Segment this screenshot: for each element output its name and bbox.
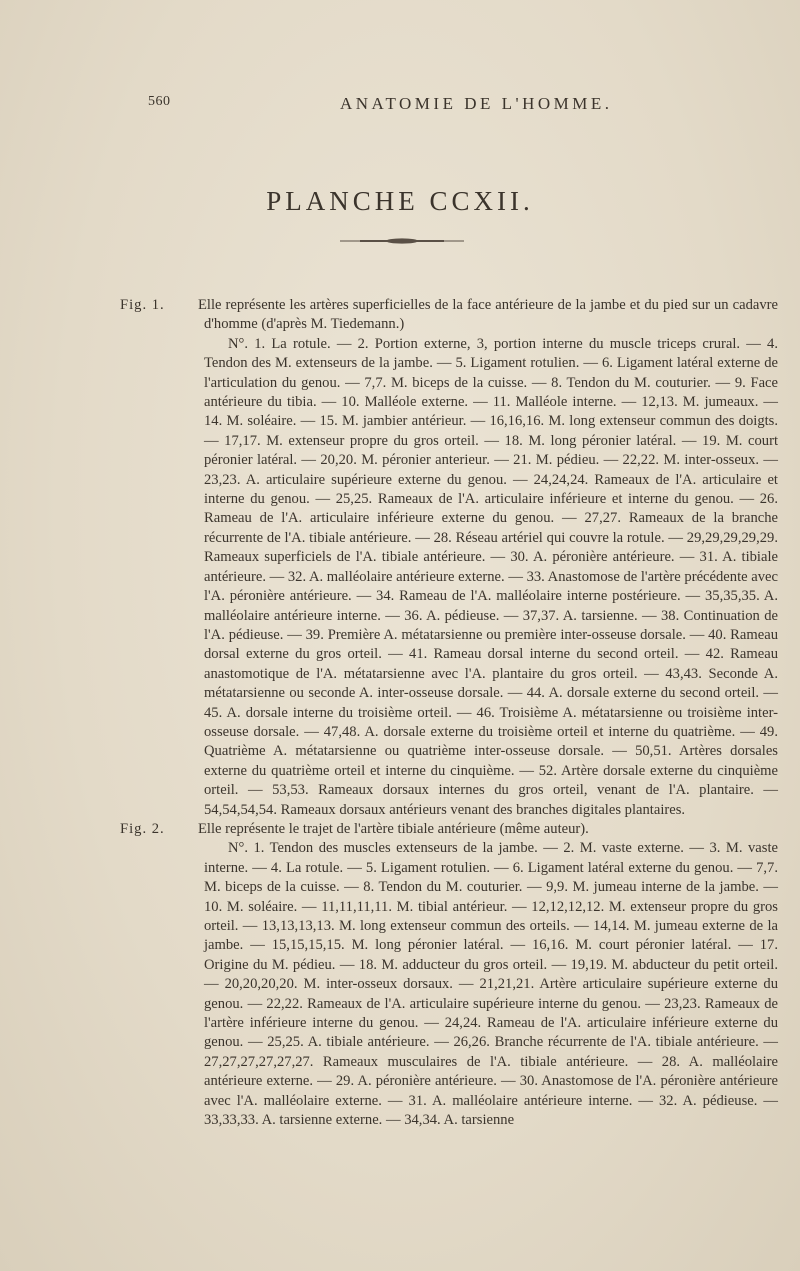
figure-2 (120, 820, 778, 1131)
figure-label: Fig. 1. (120, 297, 165, 313)
plate-legend (120, 296, 778, 1130)
book-title: ANATOMIE DE L'HOMME. (340, 94, 613, 113)
figure-items: N°. 1. Tendon des muscles extenseurs de la jambe. — 2. M. vaste externe. — 3. M. vaste interne. — 4. La rotule. — 5. Ligament rotulien. — 6. Ligament latéral externe du genou. — 7,7. M. biceps de la cuisse. — 8. Tendon du M. couturier. — 9,9. M. jumeau interne de la jambe. — 10. M. soléaire. — 11,11,11,11. M. tibial antérieur. — 12,12,12,12. M. extenseur propre du gros orteil. — 13,13,13,13. M. long extenseur commun des orteils. — 14,14. M. jumeau externe de la jambe. — 15,15,15,15. M. long péronier latéral. — 16,16. M. court péronier latéral. — 17. Origine du M. pédieu. — 18. M. adducteur du gros orteil. — 19,19. M. abducteur du petit orteil. — 20,20,20,20. M. inter-osseux dorsaux. — 21,21,21. Artère articulaire supérieure externe du genou. — 22,22. Rameaux de l'A. articulaire supérieure interne du genou. — 23,23. Rameaux de l'artère inférieure interne du genou. — 24,24. Rameau de l'A. articulaire inférieure externe du genou. — 25,25. A. tibiale antérieure. — 26,26. Branche récurrente de l'A. tibiale antérieure. — 27,27,27,27,27,27. Rameaux musculaires de l'A. tibiale antérieure. — 28. A. malléolaire antérieure externe. — 29. A. péronière antérieure. — 30. Anastomose de l'A. péronière antérieure avec l'A. malléolaire externe. — 31. A. malléolaire antérieure interne. — 32. A. pédieuse. — 33,33,33. A. tarsienne externe. — 34,34. A. tarsienne (204, 840, 778, 1129)
figure-items: N°. 1. La rotule. — 2. Portion externe, 3, portion interne du muscle triceps crural. — 4. Tendon des M. extenseurs de la jambe. — 5. Ligament rotulien. — 6. Ligament latéral externe de l'articulation du genou. — 7,7. M. biceps de la cuisse. — 8. Tendon du M. couturier. — 9. Face antérieure du tibia. — 10. Malléole externe. — 11. Malléole interne. — 12,13. M. jumeaux. — 14. M. soléaire. — 15. M. jambier antérieur. — 16,16,16. M. long extenseur commun des doigts. — 17,17. M. extenseur propre du gros orteil. — 18. M. long péronier latéral. — 19. M. court péronier latéral. — 20,20. M. péronier anterieur. — 21. M. pédieu. — 22,22. M. inter-osseux. — 23,23. A. articulaire supérieure externe du genou. — 24,24,24. Rameaux de l'A. articulaire et interne du genou. — 25,25. Rameaux de l'A. articulaire inférieure et interne du genou. — 26. Rameau de l'A. articulaire inférieure externe du genou. — 27,27. Rameaux de la branche récurrente de l'A. tibiale antérieure. — 28. Réseau artériel qui couvre la rotule. — 29,29,29,29,29. Rameaux superficiels de l'A. tibiale antérieure. — 30. A. péronière antérieure. — 31. A. tibiale antérieure. — 32. A. malléolaire antérieure externe. — 33. Anastomose de l'artère précédente avec l'A. péronière antérieure. — 34. Rameau de l'A. malléolaire interne postérieure. — 35,35,35. A. malléolaire antérieure interne. — 36. A. pédieuse. — 37,37. A. tarsienne. — 38. Continuation de l'A. pédieuse. — 39. Première A. métatarsienne ou première inter-osseuse dorsale. — 40. Rameau dorsal externe du gros orteil. — 41. Rameau dorsal interne du second orteil. — 42. Rameau anastomotique de l'A. métatarsienne avec l'A. plantaire du gros orteil. — 43,43. Seconde A. métatarsienne ou seconde A. inter-osseuse dorsale. — 44. A. dorsale externe du second orteil. — 45. A. dorsale interne du troisième orteil. — 46. Troisième A. métatarsienne ou troisième inter-osseuse dorsale. — 47,48. A. dorsale externe du troisième orteil et interne du quatrième. — 49. Quatrième A. métatarsienne ou quatrième inter-osseuse dorsale. — 50,51. Artères dorsales externe du quatrième orteil et interne du cinquième. — 52. Artère dorsale externe du cinquième orteil. — 53,53. Rameaux dorsaux internes du gros orteil, venant de l'A. plantaire. — 54,54,54,54. Rameaux dorsaux antérieurs venant des branches digitales plantaires. (204, 335, 778, 818)
ornament-rule (340, 237, 464, 245)
figure-1 (120, 296, 778, 820)
running-head (148, 94, 748, 118)
page-number: 560 (148, 94, 171, 109)
figure-description: Elle représente le trajet de l'artère tibiale antérieure (même auteur). (198, 820, 589, 837)
figure-label: Fig. 2. (120, 820, 165, 837)
figure-description: Elle représente les artères superficielles de la face antérieure de la jambe et du pied sur un cadavre d'homme (d'après M. Tiedemann.) (198, 297, 778, 333)
plate-title: PLANCHE CCXII. (266, 186, 534, 217)
